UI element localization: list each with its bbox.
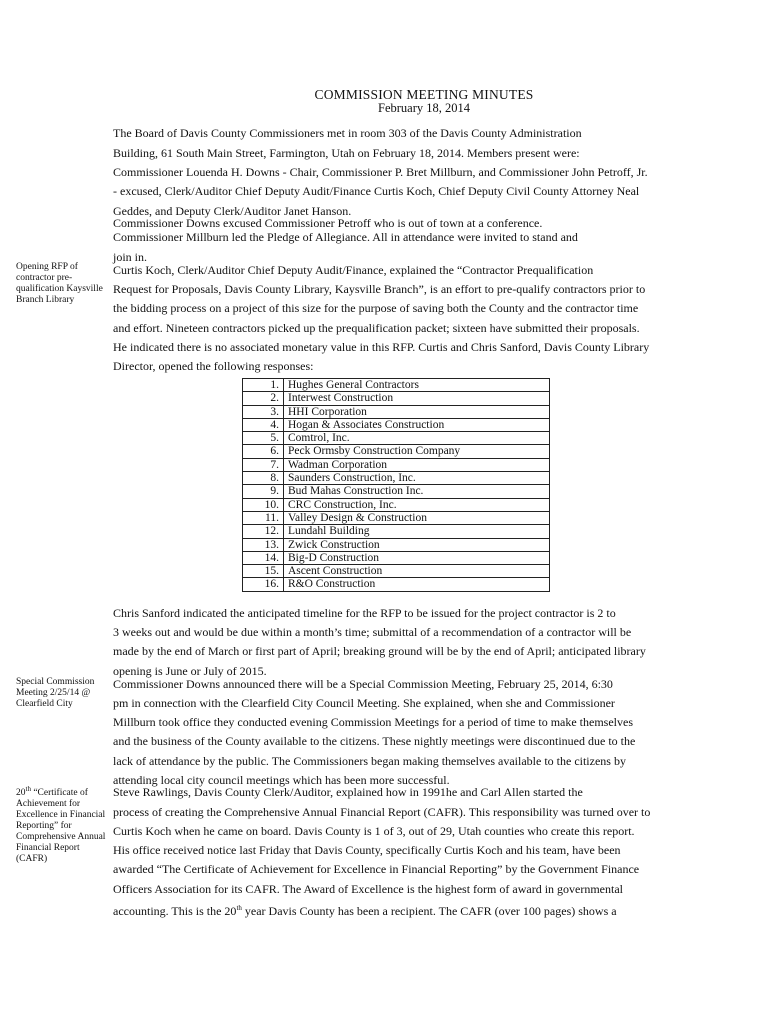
contractor-name: Bud Mahas Construction Inc. <box>284 485 550 498</box>
contractor-name: Zwick Construction <box>284 538 550 551</box>
table-row <box>243 538 550 551</box>
contractor-number: 4. <box>243 418 284 431</box>
contractor-number: 7. <box>243 458 284 471</box>
contractor-name: Interwest Construction <box>284 392 550 405</box>
body-line: opening is June or July of 2015. <box>113 664 267 678</box>
table-row <box>243 472 550 485</box>
contractor-number: 5. <box>243 432 284 445</box>
contractor-responses-table <box>242 378 550 592</box>
contractor-number: 2. <box>243 392 284 405</box>
body-line: His office received notice last Friday that Davis County, specifically Curtis Koch and his team, have been <box>113 843 621 857</box>
body-line: Commissioner Millburn led the Pledge of Allegiance. All in attendance were invited to stand and <box>113 230 578 244</box>
contractor-number: 15. <box>243 565 284 578</box>
body-line: made by the end of March or first part of April; breaking ground will be by the end of April; anticipated library <box>113 644 646 658</box>
table-row <box>243 498 550 511</box>
contractor-name: Wadman Corporation <box>284 458 550 471</box>
table-row <box>243 578 550 591</box>
table-row <box>243 511 550 524</box>
contractor-number: 6. <box>243 445 284 458</box>
contractor-name: Valley Design & Construction <box>284 511 550 524</box>
contractor-name: HHI Corporation <box>284 405 550 418</box>
body-line: accounting. This is the 20th year Davis County has been a recipient. The CAFR (over 100 pages) shows a <box>113 904 617 918</box>
body-line: Geddes, and Deputy Clerk/Auditor Janet Hanson. <box>113 204 352 218</box>
contractor-number: 13. <box>243 538 284 551</box>
contractor-name: CRC Construction, Inc. <box>284 498 550 511</box>
body-line: Commissioner Louenda H. Downs - Chair, Commissioner P. Bret Millburn, and Commissioner John Petroff, Jr. <box>113 165 648 179</box>
body-line: 3 weeks out and would be due within a month’s time; submittal of a recommendation of a contractor will be <box>113 625 632 639</box>
table-row <box>243 551 550 564</box>
table-row <box>243 485 550 498</box>
body-line: process of creating the Comprehensive Annual Financial Report (CAFR). This responsibility was turned over to <box>113 805 651 819</box>
table-row <box>243 392 550 405</box>
body-line: Steve Rawlings, Davis County Clerk/Auditor, explained how in 1991he and Carl Allen started the <box>113 785 583 799</box>
contractor-number: 14. <box>243 551 284 564</box>
margin-note-rfp: Opening RFP of contractor pre-qualification Kaysville Branch Library <box>16 262 103 305</box>
body-line: Request for Proposals, Davis County Library, Kaysville Branch”, is an effort to pre-qualify contractors prior to <box>113 282 646 296</box>
body-line: Director, opened the following responses: <box>113 359 314 373</box>
table-row <box>243 379 550 392</box>
contractor-number: 3. <box>243 405 284 418</box>
contractor-name: Hughes General Contractors <box>284 379 550 392</box>
body-line: Commissioner Downs excused Commissioner Petroff who is out of town at a conference. <box>113 216 543 230</box>
table-row <box>243 432 550 445</box>
contractor-number: 8. <box>243 472 284 485</box>
table-row <box>243 418 550 431</box>
table-row <box>243 565 550 578</box>
body-line: the bidding process on a project of this size for the purpose of saving both the County and the contractor time <box>113 301 639 315</box>
document-title: COMMISSION MEETING MINUTES <box>314 87 534 102</box>
table-row <box>243 445 550 458</box>
body-line: He indicated there is no associated monetary value in this RFP. Curtis and Chris Sanford, Davis County Library <box>113 340 650 354</box>
contractor-number: 10. <box>243 498 284 511</box>
body-line: Officers Association for its CAFR. The Award of Excellence is the highest form of award in governmental <box>113 882 623 896</box>
body-line: awarded “The Certificate of Achievement for Excellence in Financial Reporting” by the Government Finance <box>113 862 640 876</box>
contractor-name: Ascent Construction <box>284 565 550 578</box>
body-line: The Board of Davis County Commissioners met in room 303 of the Davis County Administration <box>113 126 582 140</box>
contractor-number: 9. <box>243 485 284 498</box>
body-line: and the business of the County available to the citizens. These nightly meetings were discontinued due to the <box>113 734 636 748</box>
meeting-date: February 18, 2014 <box>378 101 470 115</box>
contractor-number: 1. <box>243 379 284 392</box>
contractor-name: Saunders Construction, Inc. <box>284 472 550 485</box>
table-row <box>243 525 550 538</box>
margin-note-cafr: 20th “Certificate of Achievement for Excellence in Financial Reporting” for Comprehensive Annual Financial Report (CAFR) <box>16 785 106 865</box>
body-line: pm in connection with the Clearfield City Council Meeting. She explained, when she and Commissioner <box>113 696 615 710</box>
contractor-name: Big-D Construction <box>284 551 550 564</box>
contractor-name: R&O Construction <box>284 578 550 591</box>
contractor-number: 12. <box>243 525 284 538</box>
body-line: Commissioner Downs announced there will be a Special Commission Meeting, February 25, 2014, 6:30 <box>113 677 613 691</box>
table-row <box>243 458 550 471</box>
body-line: Curtis Koch when he came on board. Davis County is 1 of 3, out of 29, Utah counties who create this report. <box>113 824 635 838</box>
body-line: attending local city council meetings which has been more successful. <box>113 773 450 787</box>
body-line: and effort. Nineteen contractors picked up the prequalification packet; sixteen have submitted their proposals. <box>113 321 640 335</box>
contractor-name: Hogan & Associates Construction <box>284 418 550 431</box>
table-row <box>243 405 550 418</box>
body-line: Curtis Koch, Clerk/Auditor Chief Deputy Audit/Finance, explained the “Contractor Prequalification <box>113 263 594 277</box>
contractor-number: 16. <box>243 578 284 591</box>
body-line: lack of attendance by the public. The Commissioners began making themselves available to the citizens by <box>113 754 626 768</box>
contractor-name: Peck Ormsby Construction Company <box>284 445 550 458</box>
margin-note-special-meeting: Special Commission Meeting 2/25/14 @ Clearfield City <box>16 677 95 709</box>
body-line: join in. <box>113 250 148 264</box>
body-line: Building, 61 South Main Street, Farmington, Utah on February 18, 2014. Members present were: <box>113 146 580 160</box>
body-line: - excused, Clerk/Auditor Chief Deputy Audit/Finance Curtis Koch, Chief Deputy Civil County Attorney Neal <box>113 184 640 198</box>
contractor-name: Lundahl Building <box>284 525 550 538</box>
contractor-number: 11. <box>243 511 284 524</box>
body-line: Millburn took office they conducted evening Commission Meetings for a period of time to make themselves <box>113 715 634 729</box>
body-line: Chris Sanford indicated the anticipated timeline for the RFP to be issued for the project contractor is 2 to <box>113 606 616 620</box>
contractor-name: Comtrol, Inc. <box>284 432 550 445</box>
